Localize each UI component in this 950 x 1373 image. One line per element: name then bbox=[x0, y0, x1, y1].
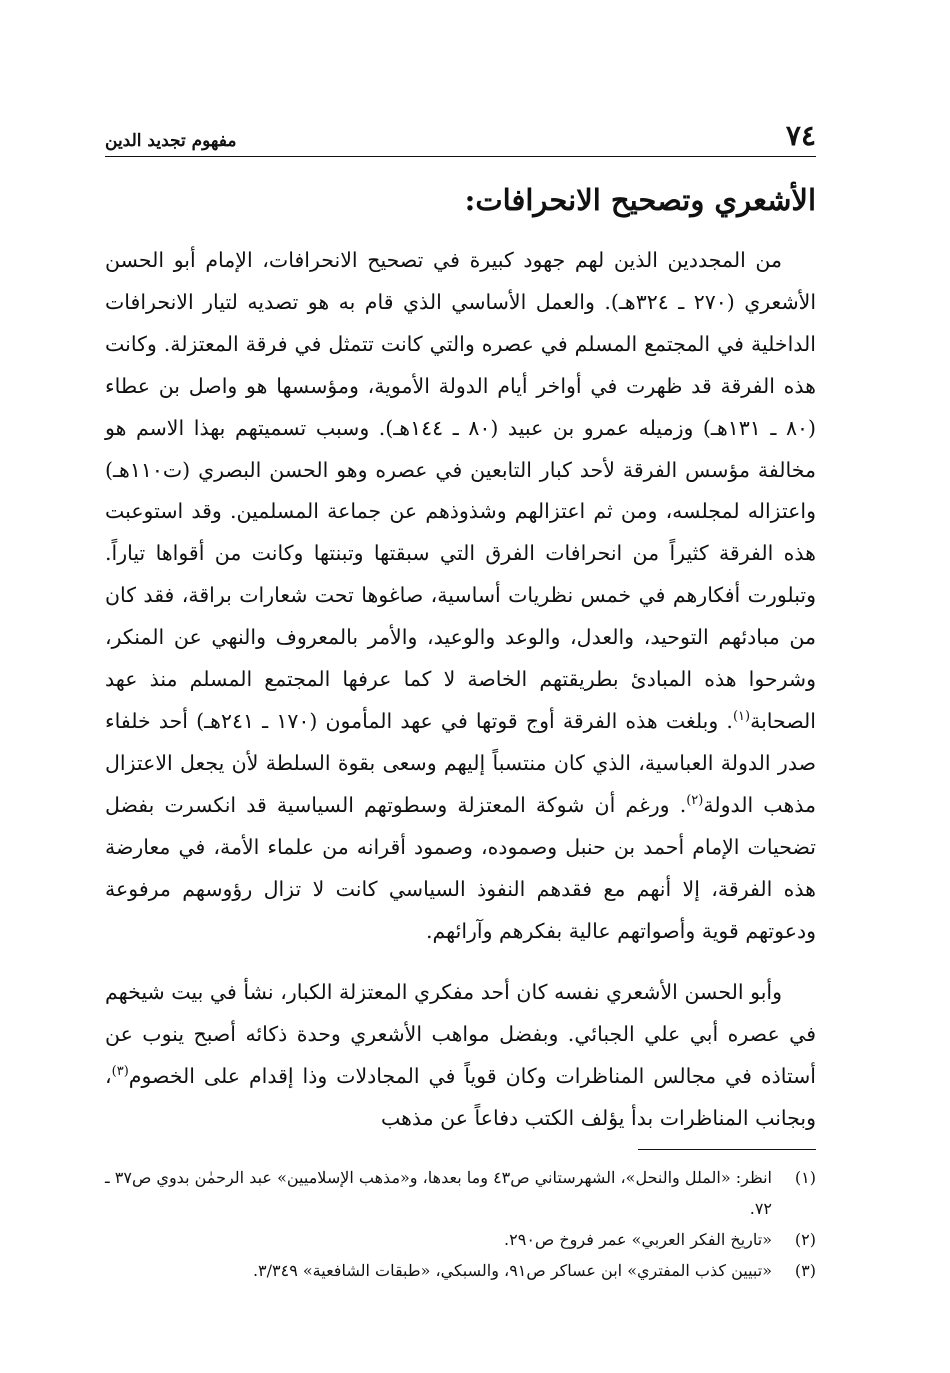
running-header bbox=[105, 112, 816, 157]
footnote-text: «تاريخ الفكر العربي» عمر فروخ ص٢٩٠. bbox=[504, 1230, 772, 1249]
section-heading: الأشعري وتصحيح الانحرافات: bbox=[464, 183, 816, 217]
paragraph-1-text-c: . ورغم أن شوكة المعتزلة وسطوتهم السياسية قد انكسرت بفضل تضحيات الإمام أحمد بن حنبل وصموده، وصمود أقرانه من علماء الأمة، في معارضة هذه الفرقة، إلا أنهم مع فقدهم النفوذ السياسي كانت لا تزال رؤوسهم مرفوعة ودعوتهم قوية وأصواتهم عالية بفكرهم وآرائهم. bbox=[105, 792, 816, 943]
paragraph-2-text-a: وأبو الحسن الأشعري نفسه كان أحد مفكري المعتزلة الكبار، نشأ في بيت شيخهم في عصره أبي علي الجبائي. وبفضل مواهب الأشعري وحدة ذكائه أصبح ينوب عن أستاذه في مجالس المناظرات وكان قوياً في المجادلات وذا إقدام على الخصوم bbox=[105, 980, 816, 1089]
footnote-item bbox=[105, 1162, 816, 1224]
footnotes bbox=[105, 1162, 816, 1286]
running-title: مفهوم تجديد الدين bbox=[105, 131, 237, 151]
footnote-ref-3[interactable]: (٣) bbox=[111, 1064, 129, 1080]
footnote-number: (١) bbox=[794, 1168, 816, 1187]
footnote-item bbox=[105, 1224, 816, 1255]
footnote-divider bbox=[638, 1149, 816, 1150]
body-text bbox=[105, 240, 816, 1140]
paragraph-2-text-b: ، وبجانب المناظرات بدأ يؤلف الكتب دفاعاً عن مذهب bbox=[105, 1064, 816, 1131]
footnote-ref-1[interactable]: (١) bbox=[732, 709, 751, 725]
footnote-item bbox=[105, 1255, 816, 1286]
footnote-number: (٣) bbox=[794, 1261, 816, 1280]
footnote-ref-2[interactable]: (٢) bbox=[686, 792, 704, 808]
footnote-text: انظر: «الملل والنحل»، الشهرستاني ص٤٣ وما بعدها، و«مذهب الإسلاميين» عبد الرحمٰن بدوي ص٣٧ ـ ٧٢. bbox=[105, 1168, 773, 1218]
paragraph-1-text-a: من المجددين الذين لهم جهود كبيرة في تصحيح الانحرافات، الإمام أبو الحسن الأشعري (٢٧٠ ـ ٣٢٤هـ). والعمل الأساسي الذي قام به هو تصديه لتيار الانحرافات الداخلية في المجتمع المسلم في عصره والتي كانت تتمثل في فرقة المعتزلة. وكانت هذه الفرقة قد ظهرت في أواخر أيام الدولة الأموية، ومؤسسها هو واصل بن عطاء (٨٠ ـ ١٣١هـ) وزميله عمرو بن عبيد (٨٠ ـ ١٤٤هـ). وسبب تسميتهم بهذا الاسم هو مخالفة مؤسس الفرقة لأحد كبار التابعين في عصره وهو الحسن البصري (ت١١٠هـ) واعتزاله لمجلسه، ومن ثم اعتزالهم وشذوذهم عن جماعة المسلمين. وقد استوعبت هذه الفرقة كثيراً من انحرافات الفرق التي سبقتها وتبنتها وكانت من أقواها تياراً. وتبلورت أفكارهم في خمس نظريات أساسية، صاغوها تحت شعارات براقة، فقد كان من مبادئهم التوحيد، والعدل، والوعد والوعيد، والأمر بالمعروف والنهي عن المنكر، وشرحوا هذه المبادئ بطريقتهم الخاصة لا كما عرفها المجتمع المسلم منذ عهد الصحابة bbox=[105, 248, 817, 733]
paragraph-1-text-b: . وبلغت هذه الفرقة أوج قوتها في عهد المأمون (١٧٠ ـ ٢٤١هـ) أحد خلفاء صدر الدولة العباسية، الذي كان منتسباً إليهم وسعى بقوة السلطة لأن يجعل الاعتزال مذهب الدولة bbox=[105, 708, 816, 817]
footnote-text: «تبيين كذب المفتري» ابن عساكر ص٩١، والسبكي، «طبقات الشافعية» ٣/٣٤٩. bbox=[252, 1261, 772, 1280]
paragraph-1 bbox=[105, 240, 816, 952]
footnote-number: (٢) bbox=[794, 1230, 816, 1249]
paragraph-2 bbox=[105, 972, 816, 1140]
page-number: ٧٤ bbox=[785, 119, 816, 152]
